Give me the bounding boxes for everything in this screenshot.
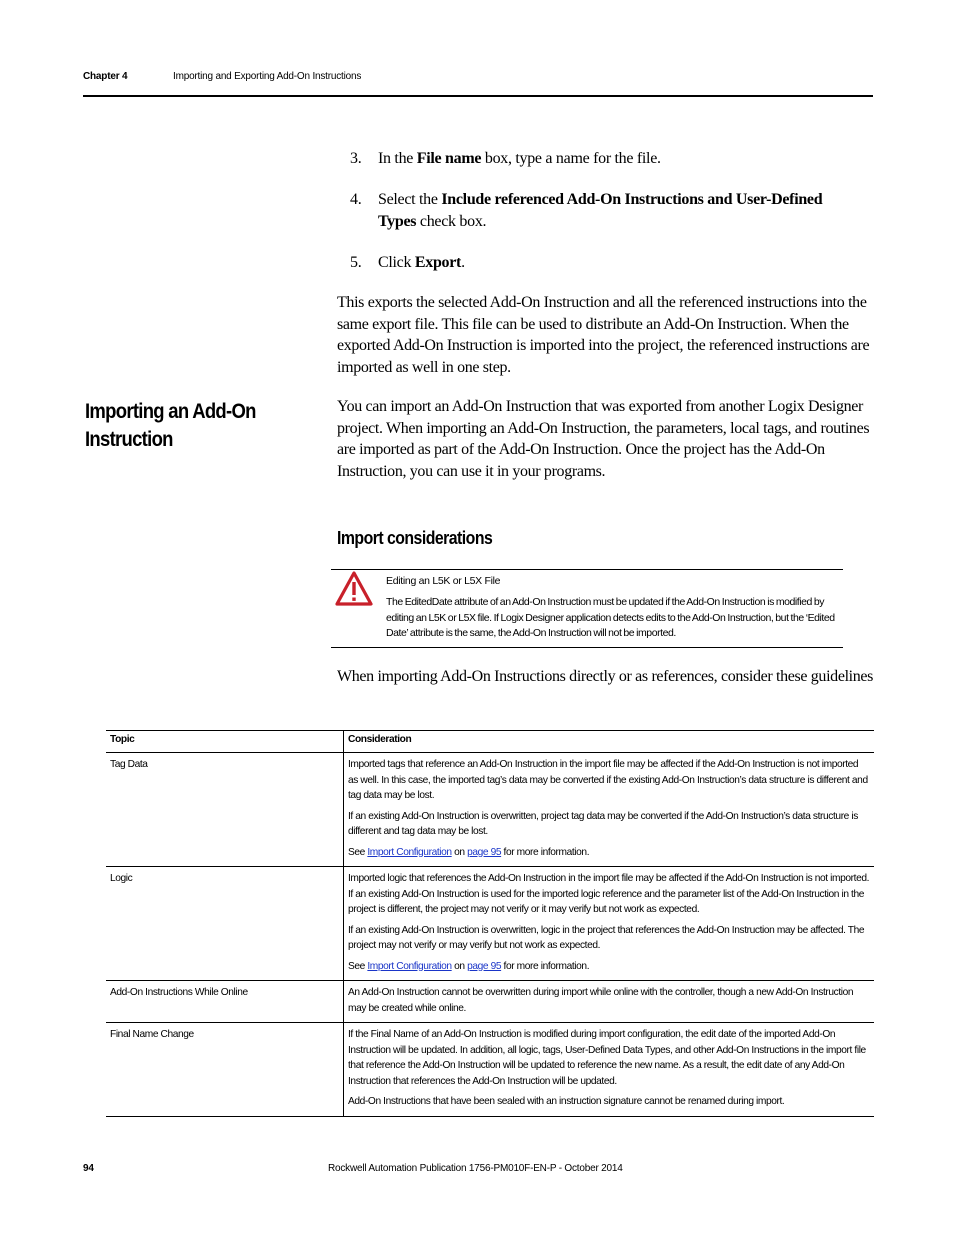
row-consideration: Imported tags that reference an Add-On Instruction in the import file may be affected if the Add-On Instruction is not imported as well. In this case, the imported tag’s data may be converted if the existing Add-On Instruction’s data structure is different and tag data may be lost. If an existing Add-On Instruction is overwritten, project tag data may be converted if the Add-On Instruction’s data structure is different and tag data may be lost. See Import Configuration on page 95 for more information. [344, 753, 875, 867]
row-consideration: If the Final Name of an Add-On Instruction is modified during import configuration, the edit date of the imported Add-On Instruction will be updated. In addition, all logic, tags, User-Defined Data Types, and other Add-On Instructions in the import file that reference the Add-On Instruction will be updated to reference the new name. As a result, the edit date of any Add-On Instruction that references the Add-On Instruction will be updated. Add-On Instructions that have been sealed with an instruction signature cannot be renamed during import. [344, 1023, 875, 1117]
chapter-label: Chapter 4 [83, 71, 128, 82]
guidelines-paragraph: When importing Add-On Instructions directly or as references, consider these guidelines [337, 668, 874, 685]
step-text: Select the Include referenced Add-On Instructions and User-Defined Types check box. [378, 191, 823, 230]
row-topic: Add-On Instructions While Online [106, 981, 344, 1023]
chapter-title: Importing and Exporting Add-On Instructions [173, 71, 362, 82]
subheading: Import considerations [337, 528, 493, 548]
export-paragraph: This exports the selected Add-On Instruction and all the referenced instructions into the same export file. This file can be used to distribute an Add-On Instruction. When the exported Add-On Instruction is imported into the project, the referenced instructions are imported as well in one step. [337, 294, 870, 376]
section-title: Importing an Add-On Instruction [85, 400, 256, 451]
table-row [106, 981, 874, 1023]
step-number: 4. [350, 191, 362, 208]
page-number: 94 [83, 1163, 94, 1174]
ui-term: File name [416, 150, 482, 167]
table-header-row [106, 731, 874, 753]
import-configuration-link[interactable]: Import Configuration [367, 846, 452, 858]
attention-bottom-rule [331, 647, 843, 648]
import-configuration-link[interactable]: Import Configuration [367, 960, 452, 972]
header-topic: Topic [106, 731, 344, 753]
attention-body: The EditedDate attribute of an Add-On Instruction must be updated if the Add-On Instruction is modified by editing an L5K or L5X file. If Logix Designer application detects edits to the Add-On Instruction, but the ‘Edited Date’ attribute is the same, the Add-On Instruction will not be imported. [386, 596, 835, 639]
ui-term: Export [414, 254, 462, 271]
ui-term: Include referenced Add-On Instructions and User-Defined Types [378, 191, 823, 230]
publication-info: Rockwell Automation Publication 1756-PM010F-EN-P - October 2014 [328, 1163, 623, 1174]
see-reference: See Import Configuration on page 95 for more information. [348, 960, 590, 972]
attention-top-rule [331, 569, 843, 570]
row-consideration: Imported logic that references the Add-On Instruction in the import file may be affected if the Add-On Instruction is not imported. If an existing Add-On Instruction is used for the imported logic reference and the parameter list of the Add-On Instruction in the project is different, the project may not verify or it may verify but not work as expected. If an existing Add-On Instruction is overwritten, logic in the project that references the Add-On Instruction may be affected. The project may not verify or may verify but not work as expected. See Import Configuration on page 95 for more information. [344, 867, 875, 981]
see-reference: See Import Configuration on page 95 for more information. [348, 846, 590, 858]
step-text: In the File name box, type a name for the file. [378, 150, 661, 167]
step-number: 3. [350, 150, 362, 167]
considerations-table [106, 730, 874, 1117]
row-topic: Logic [106, 867, 344, 981]
page-95-link[interactable]: page 95 [467, 960, 502, 972]
header-rule [83, 95, 873, 97]
import-paragraph: You can import an Add-On Instruction that was exported from another Logix Designer project. When importing an Add-On Instruction, the parameters, local tags, and routines are imported as part of the Add-On Instruction. Once the project has the Add-On Instruction, you can use it in your programs. [337, 398, 870, 480]
table-row [106, 1023, 874, 1117]
warning-triangle-icon [335, 571, 373, 607]
row-consideration: An Add-On Instruction cannot be overwritten during import while online with the controller, though a new Add-On Instruction may be created while online. [344, 981, 875, 1023]
row-topic: Tag Data [106, 753, 344, 867]
attention-title: Editing an L5K or L5X File [386, 575, 501, 587]
page-95-link[interactable]: page 95 [467, 846, 502, 858]
table-row [106, 753, 874, 867]
table-row [106, 867, 874, 981]
step-number: 5. [350, 254, 362, 271]
header-consideration: Consideration [344, 731, 875, 753]
step-text: Click Export. [378, 254, 465, 271]
row-topic: Final Name Change [106, 1023, 344, 1117]
